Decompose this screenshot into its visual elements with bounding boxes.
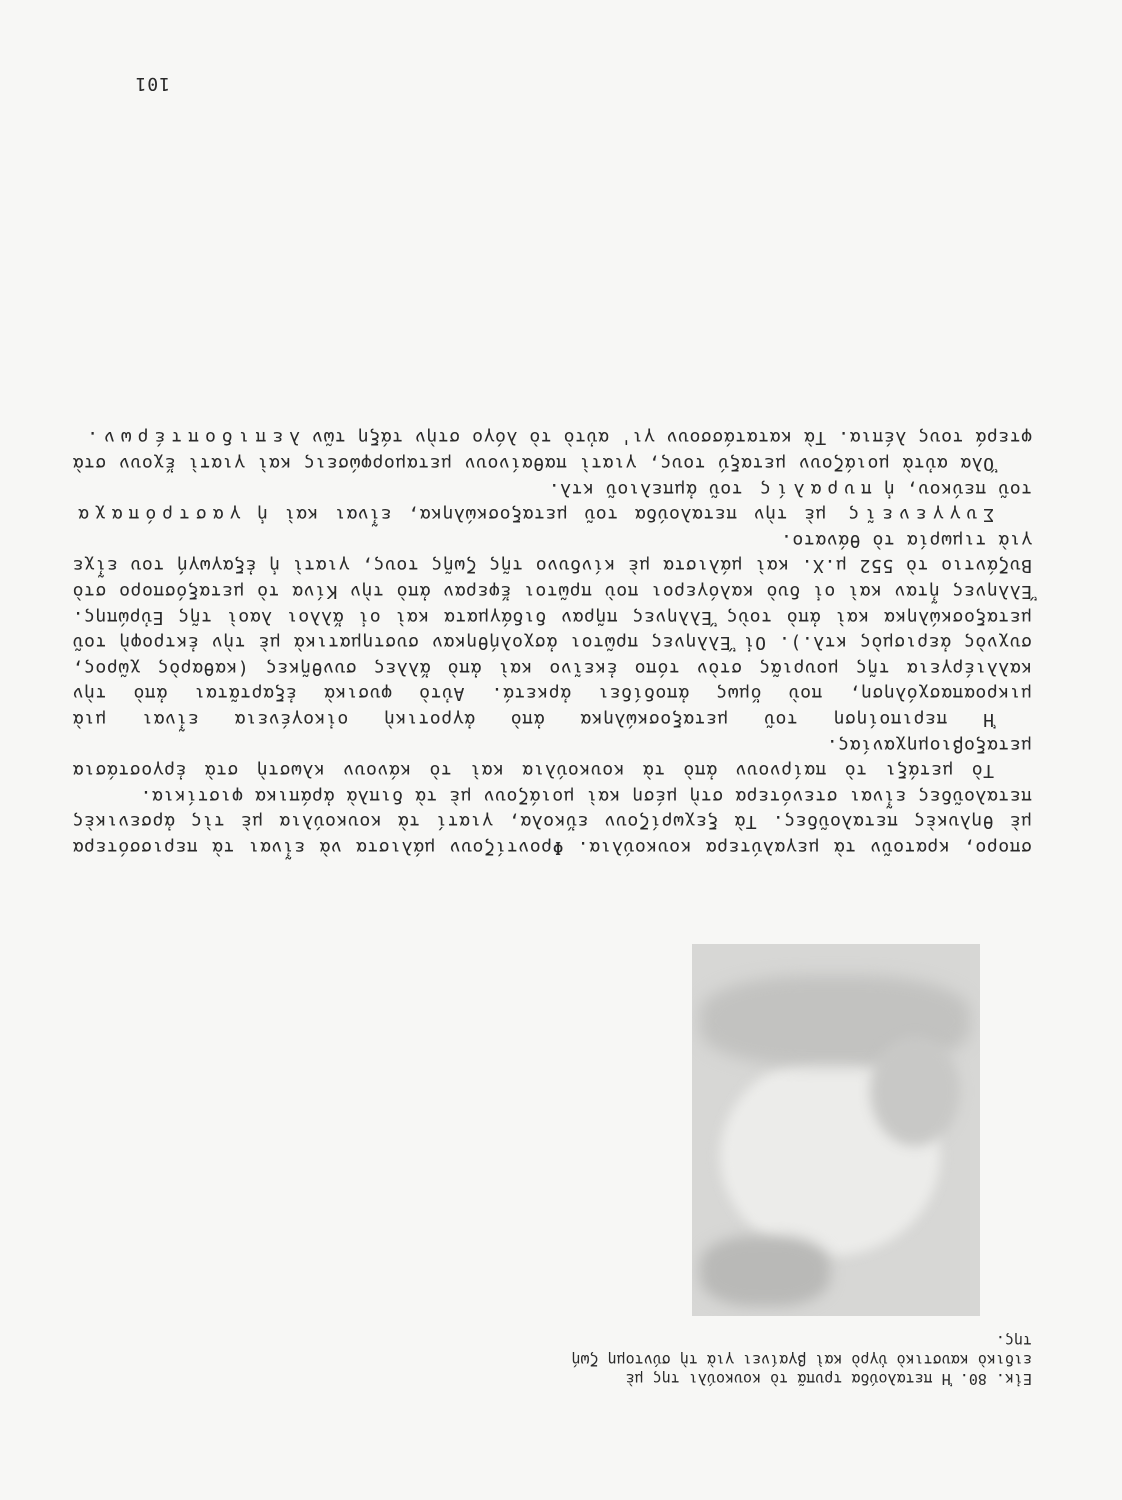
paragraph xyxy=(72,527,1032,732)
paragraph-text: . xyxy=(86,427,98,449)
spaced-term: Συγγενεῖς xyxy=(842,504,994,526)
photo-shadow xyxy=(700,1236,830,1306)
paragraph-text: μὲ τὴν πεταλούδα τοῦ μεταξοσκώληκα, εἶναι καὶ ἡ xyxy=(240,504,843,526)
paragraph xyxy=(72,783,1032,860)
figure-caption: Εἰκ. 80. Ἡ πεταλούδα τρυπᾶ τὸ κουκούλι της μὲ ειδικὸ καυστικὸ ὑγρὸ καὶ βγαίνει γιὰ τὴ σύντομη ζωή της. xyxy=(571,1332,1032,1388)
paragraph-text: Ἡ περιποίηση τοῦ μεταξοσκώληκα ἀπὸ ἀγροτικὴ οἰκογένεια εἶναι μιὰ μικροαπασχόληση, ποὺ ὅμως ἀποδίδει ἀρκετά. Αὐτὸ φυσικὰ ἐξαρτᾶται ἀπὸ τὴν καλλιέργεια τῆς μουριᾶς στὸν τόπο ἐκεῖνο καὶ ἀπὸ ἄλλες συνθῆκες (καθαρὸς χῶρος, συχνὸς ἀερισμὸς κτλ.). Οἱ Ἕλληνες πρῶτοι ἀσχολήθηκαν συστηματικὰ μὲ τὴν ἐκτροφὴ τοῦ μεταξοσκώληκα καὶ ἀπὸ τοὺς Ἕλληνες πῆραν διδάγματα καὶ οἱ ἄλλοι λαοὶ τῆς Εὐρώπης. Ἕλληνες ἦταν καὶ οἱ δυὸ καλόγεροι ποὺ πρῶτοι ἔφεραν ἀπὸ τὴν Κίνα τὸ μεταξόσπορο στὸ Βυζάντιο τὸ 552 μ.Χ. καὶ μάλιστα μὲ κίνδυνο τῆς ζωῆς τους, γιατὶ ἡ ἐξαγωγή του εἶχε γιὰ τιμωρία τὸ θάνατο. xyxy=(72,529,1032,731)
spaced-term: πυραλίς xyxy=(754,478,872,500)
paragraph-text: τοῦ πεύκου, ἡ xyxy=(871,478,1032,500)
paragraph-text: σπορο, κρατοῦν τὰ μεγαλύτερα κουκούλια. Φροντίζουν μάλιστα νὰ εἶναι τὰ περισσότερα μὲ θηλυκὲς πεταλοῦδες. Τὰ ξεχωρίζουν εὔκολα, γιατί τὰ κουκούλια μὲ τὶς ἀρσενικὲς πεταλοῦδες εἶναι στενότερα στὴ μέση καὶ μοιάζουν μὲ τὰ διπλὰ ἀράπικα φιστίκια. xyxy=(72,785,1032,858)
paragraph xyxy=(72,425,1032,476)
paragraph xyxy=(72,732,1032,783)
paragraph-text: Τὸ μετάξι τὸ παίρνουν ἀπὸ τὰ κουκούλια καὶ τὸ κάνουν κλωστὴ στὰ ἐργοστάσια μεταξοβιομηχανίας. xyxy=(72,734,1032,782)
spaced-term: γαστρόπαχα xyxy=(72,504,241,526)
page-number: 101 xyxy=(134,73,170,94)
paragraph xyxy=(72,476,1032,527)
paragraph-text: τοῦ ἀμπελιοῦ κτλ. xyxy=(548,478,755,500)
paragraph-text: Ὅλα αὐτὰ μοιάζουν μεταξύ τους, γιατὶ παθαίνουν μεταμορφώσεις καὶ γιατὶ ἔχουν στὰ φτερά τους λέπια. Τὰ κατατάσσουν γι' αὐτὸ τὸ λόγο στὴν τάξη τῶν xyxy=(72,427,1032,475)
body-text xyxy=(72,425,1032,860)
photo-shadow xyxy=(870,1036,960,1146)
spaced-term: λεπιδοπτέρων xyxy=(97,427,301,449)
cocoon-photo xyxy=(692,944,980,1316)
